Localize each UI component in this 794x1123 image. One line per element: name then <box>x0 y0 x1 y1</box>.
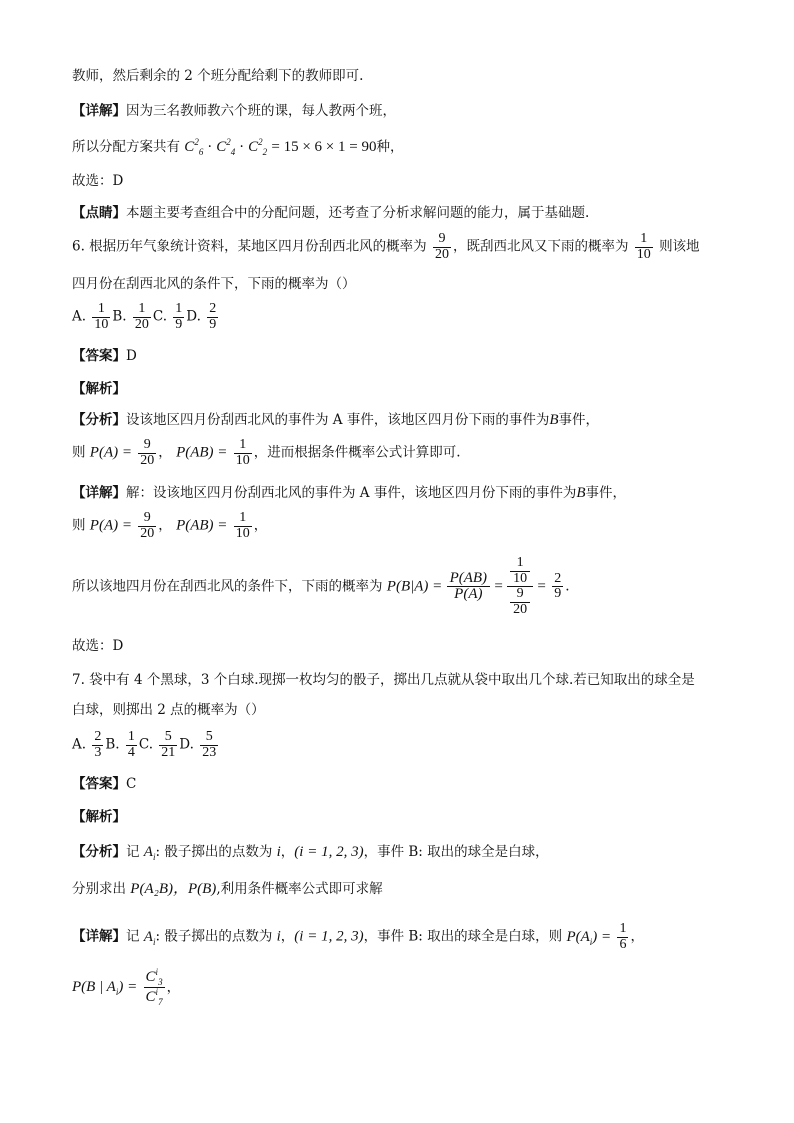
section-tag: 【详解】 <box>72 928 126 945</box>
combination: $C^2_4$ <box>216 137 236 157</box>
section-tag: 【分析】 <box>72 412 126 428</box>
text: ，事件 B: 取出的球全是白球， <box>363 844 549 860</box>
option-a-label: A. <box>72 308 87 325</box>
fraction: $\frac{1}{10}$ <box>94 301 109 332</box>
text-line: 白球，则掷出 2 点的概率为（） <box>72 702 265 718</box>
fraction: $\frac{5}{23}$ <box>202 729 217 760</box>
section-tag: 【详解】 <box>72 485 126 501</box>
text: 解：设该地区四月份刮西北风的事件为 A 事件，该地区四月份下雨的事件为 <box>126 485 577 501</box>
option-a-label: A. <box>72 736 87 753</box>
text-line <box>72 438 461 468</box>
math-expr: P(A) = <box>89 444 132 461</box>
fraction: $\frac{5}{21}$ <box>161 729 176 760</box>
fraction: $\frac{1}{10}$ <box>235 437 250 468</box>
fraction: $\frac{1}{9}$ <box>175 301 183 332</box>
text-line <box>72 207 589 221</box>
text-line <box>72 882 383 897</box>
answer: C <box>126 776 137 792</box>
fraction: $\frac{1}{6}$ <box>619 921 627 952</box>
equation: = 15 × 6 × 1 = 90 <box>271 139 377 155</box>
text: ， <box>166 979 181 996</box>
text-line <box>72 413 599 428</box>
math-var: B <box>549 412 559 428</box>
text-line <box>72 486 626 501</box>
math-var: $A_i$ <box>143 928 156 947</box>
option-d-label: D. <box>186 308 201 325</box>
comma: ， <box>280 928 295 945</box>
text-line <box>72 556 569 618</box>
math-expr: P(B | $A_i$) = <box>72 979 138 998</box>
text: 则 <box>72 444 86 461</box>
text: 因为三名教师教六个班的课，每人教两个班， <box>126 103 396 119</box>
text: : 骰子掷出的点数为 <box>155 928 273 945</box>
text: 则 <box>72 517 86 534</box>
option-c-label: C. <box>152 308 167 325</box>
text: 所以该地四月份在刮西北风的条件下，下雨的概率为 <box>72 578 383 595</box>
text-line <box>72 845 549 862</box>
text: 设该地区四月份刮西北风的事件为 A 事件，该地区四月份下雨的事件为 <box>126 412 550 428</box>
text: 6. 根据历年气象统计资料，某地区四月份刮西北风的概率为 <box>72 238 427 255</box>
answer-line <box>72 350 137 364</box>
text-line <box>72 922 644 952</box>
math-var: i <box>276 928 281 945</box>
text-line: 所以分配方案共有 $C^2_6 \cdot C^2_4 \cdot C^2_2 = 15 \times 6 \times 1 = 90$种， <box>72 137 404 157</box>
text-line: 故选：D <box>72 173 124 189</box>
text: 种， <box>376 139 404 155</box>
text: 事件， <box>558 412 600 428</box>
comma: ， <box>158 517 172 534</box>
section-tag: 【点睛】 <box>72 205 126 221</box>
text: ，事件 B: 取出的球全是白球，则 <box>363 928 563 945</box>
option-b-label: B. <box>112 308 127 325</box>
math-expr: P(AB) = <box>176 517 228 534</box>
math-expr: $P(A_i)$ = <box>566 928 612 947</box>
text: ，进而根据条件概率公式计算即可. <box>253 444 461 461</box>
text: 分别求出 <box>72 881 126 897</box>
comma: ， <box>630 928 644 945</box>
comma: ， <box>158 444 172 461</box>
section-tag: 【答案】 <box>72 348 126 364</box>
options-7 <box>72 730 220 760</box>
question-7: 7. 袋中有 4 个黑球，3 个白球.现掷一枚均匀的骰子，掷出几点就从袋中取出几个球.若已知取出的球全是 <box>72 672 695 688</box>
math-expr: P(AB) = <box>176 444 228 461</box>
combination: $C^2_2$ <box>248 137 268 157</box>
text: 则该地 <box>659 238 700 255</box>
math-var: B <box>576 485 586 501</box>
math-expr: P(B|A) = <box>386 578 443 595</box>
text: 本题主要考查组合中的分配问题，还考查了分析求解问题的能力，属于基础题. <box>126 205 590 221</box>
fraction: $\frac{2}{9}$ <box>554 570 562 602</box>
section-tag: 【分析】 <box>72 844 126 860</box>
text-line <box>72 968 180 1008</box>
equals: = <box>494 578 503 595</box>
option-c-label: C. <box>138 736 153 753</box>
math-expr: (i = 1, 2, 3) <box>294 844 364 860</box>
fraction: $\frac{9}{20}$ <box>140 437 155 468</box>
section-tag: 【解析】 <box>72 381 126 397</box>
answer-line <box>72 778 136 792</box>
option-d-label: D. <box>179 736 194 753</box>
fraction: $\frac{2}{9}$ <box>209 301 217 332</box>
fraction: $\frac{1}{20}$ <box>134 301 149 332</box>
period: . <box>565 578 570 595</box>
option-b-label: B. <box>105 736 120 753</box>
section-tag: 【解析】 <box>72 809 126 825</box>
text: ,利用条件概率公式即可求解 <box>216 881 383 897</box>
math-expr: P(A₂B)，P(B) <box>130 881 217 897</box>
text-line <box>72 105 396 119</box>
text: ， <box>253 517 268 534</box>
comma: ， <box>280 844 295 860</box>
complex-fraction: $\frac{\frac{1}{10}}{\frac{9}{20}}$ <box>507 556 533 618</box>
text-line: 故选：D <box>72 638 124 654</box>
fraction: $\frac{9}{20}$ <box>434 231 449 262</box>
equals: = <box>537 578 546 595</box>
math-var: $A_i$ <box>143 844 156 862</box>
answer: D <box>126 348 137 364</box>
text-line: 四月份在刮西北风的条件下，下雨的概率为（） <box>72 276 356 292</box>
fraction: $\frac{P(AB)}{P(A)}$ <box>447 571 490 602</box>
text-line: 教师，然后剩余的 2 个班分配给剩下的教师即可. <box>72 68 364 84</box>
text: 事件， <box>585 485 627 501</box>
fraction: $\frac{9}{20}$ <box>140 510 155 541</box>
math-expr: P(A) = <box>89 517 132 534</box>
fraction: $\frac{C^i_3}{C^i_7}$ <box>145 967 163 1008</box>
math-expr: (i = 1, 2, 3) <box>294 928 364 945</box>
section-tag: 【详解】 <box>72 103 126 119</box>
options-6 <box>72 302 220 332</box>
fraction: $\frac{1}{10}$ <box>235 510 250 541</box>
fraction: $\frac{2}{3}$ <box>94 729 102 760</box>
section-tag: 【答案】 <box>72 776 126 792</box>
math-var: i <box>276 844 281 860</box>
question-6 <box>72 232 700 262</box>
fraction: $\frac{1}{10}$ <box>636 231 651 262</box>
text: 所以分配方案共有 <box>72 139 180 155</box>
text: ，既刮西北风又下雨的概率为 <box>452 238 629 255</box>
combination: $C^2_6$ <box>184 137 204 157</box>
fraction: $\frac{1}{4}$ <box>127 729 135 760</box>
text: : 骰子掷出的点数为 <box>155 844 273 860</box>
text: 记 <box>126 844 140 860</box>
text: 记 <box>126 928 140 945</box>
text-line <box>72 511 267 541</box>
